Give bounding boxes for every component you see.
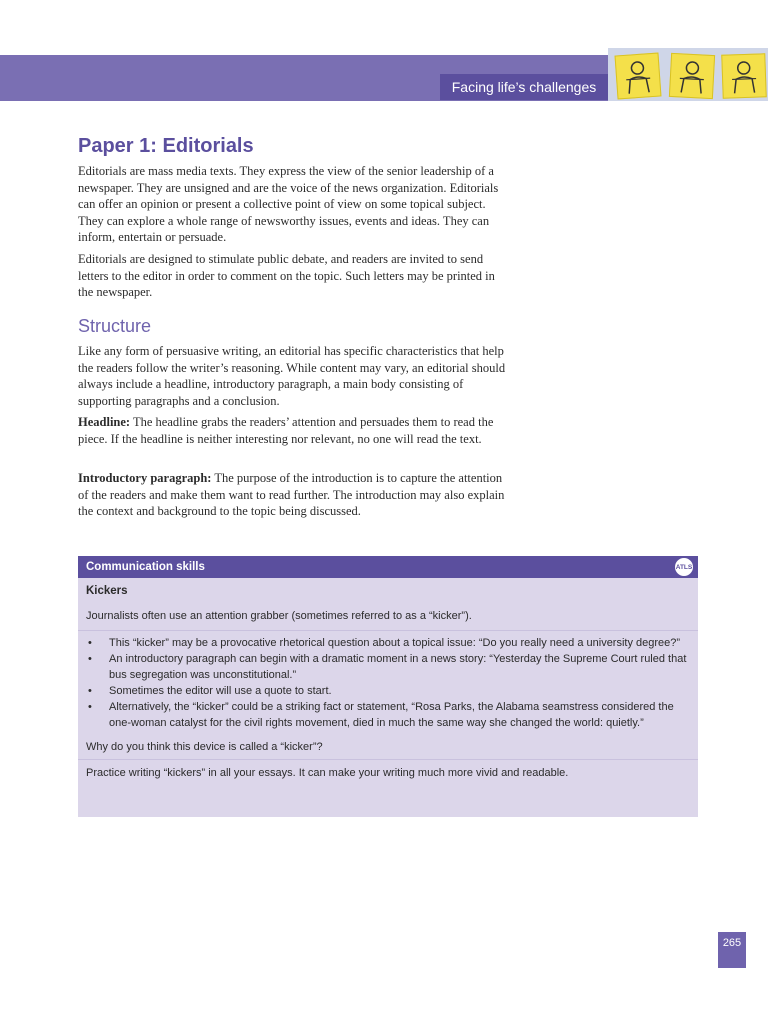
communication-skills-box [78,556,698,817]
bullet-icon: • [88,701,92,713]
skills-box-title: Communication skills [86,561,205,573]
page-title: Paper 1: Editorials [78,135,254,157]
list-item [88,651,690,683]
header-illustration [608,48,768,101]
headline-text: The headline grabs the readers’ attention and persuades them to read the piece. If the headline is neither interesting nor relevant, no one will read the text. [78,415,494,446]
headline-term: Headline: [78,415,131,429]
sticky-note-person-icon [721,53,767,99]
list-item-text: This “kicker” may be a provocative rhetorical question about a topical issue: “Do you really need a university degree?” [109,637,681,649]
list-item [88,699,690,731]
headline-paragraph [78,414,510,447]
section-label: Facing life’s challenges [440,74,608,100]
atl-badge-icon: ATLS [674,557,694,577]
intro-definition-text: The purpose of the introduction is to capture the attention of the readers and make them want to read further. The introduction may also explain the context and background to the topic being discussed. [78,471,505,518]
structure-heading: Structure [78,316,152,336]
bullet-icon: • [88,685,92,697]
list-item [88,683,690,699]
sticky-note-person-icon [615,53,662,100]
intro-term: Introductory paragraph: [78,471,212,485]
list-item-text: An introductory paragraph can begin with a dramatic moment in a news story: “Yesterday the Supreme Court ruled that bus segregation was unconstitutional.” [109,653,687,681]
structure-paragraph: Like any form of persuasive writing, an editorial has specific characteristics that help the readers follow the writer’s reasoning. While content may vary, an editorial should always include a headline, introductory paragraph, a main body consisting of supporting paragraphs and a conclusion. [78,344,506,408]
skills-box-header [78,556,698,578]
bullet-icon: • [88,637,92,649]
kicker-question: Why do you think this device is called a “kicker”? [78,731,698,760]
kickers-intro: Journalists often use an attention grabber (sometimes referred to as a “kicker”). [78,598,698,631]
intro-definition-paragraph [78,470,510,520]
kicker-practice-tip: Practice writing “kickers” in all your essays. It can make your writing much more vivid and readable. [86,767,569,779]
list-item-text: Alternatively, the “kicker” could be a striking fact or statement, “Rosa Parks, the Alabama seamstress considered the one-woman catalyst for the civil rights movement, died in much the same way she changed the world: quietly.” [109,701,674,729]
kickers-list [78,635,698,731]
page-number: 265 [718,932,746,968]
intro-paragraph-2: Editorials are designed to stimulate public debate, and readers are invited to send letters to the editor in order to comment on the topic. Such letters may be printed in the newspaper. [78,252,495,299]
list-item-text: Sometimes the editor will use a quote to start. [109,685,332,697]
bullet-icon: • [88,653,92,665]
kickers-subheading: Kickers [86,585,128,597]
sticky-note-person-icon [669,53,715,99]
intro-paragraph-1: Editorials are mass media texts. They express the view of the senior leadership of a newspaper. They are unsigned and are the voice of the news organization. Editorials can offer an opinion or present a collective point of view on some topical subject. They can explore a whole range of newsworthy issues, events and ideas. They can inform, entertain or persuade. [78,164,499,244]
list-item [88,635,690,651]
